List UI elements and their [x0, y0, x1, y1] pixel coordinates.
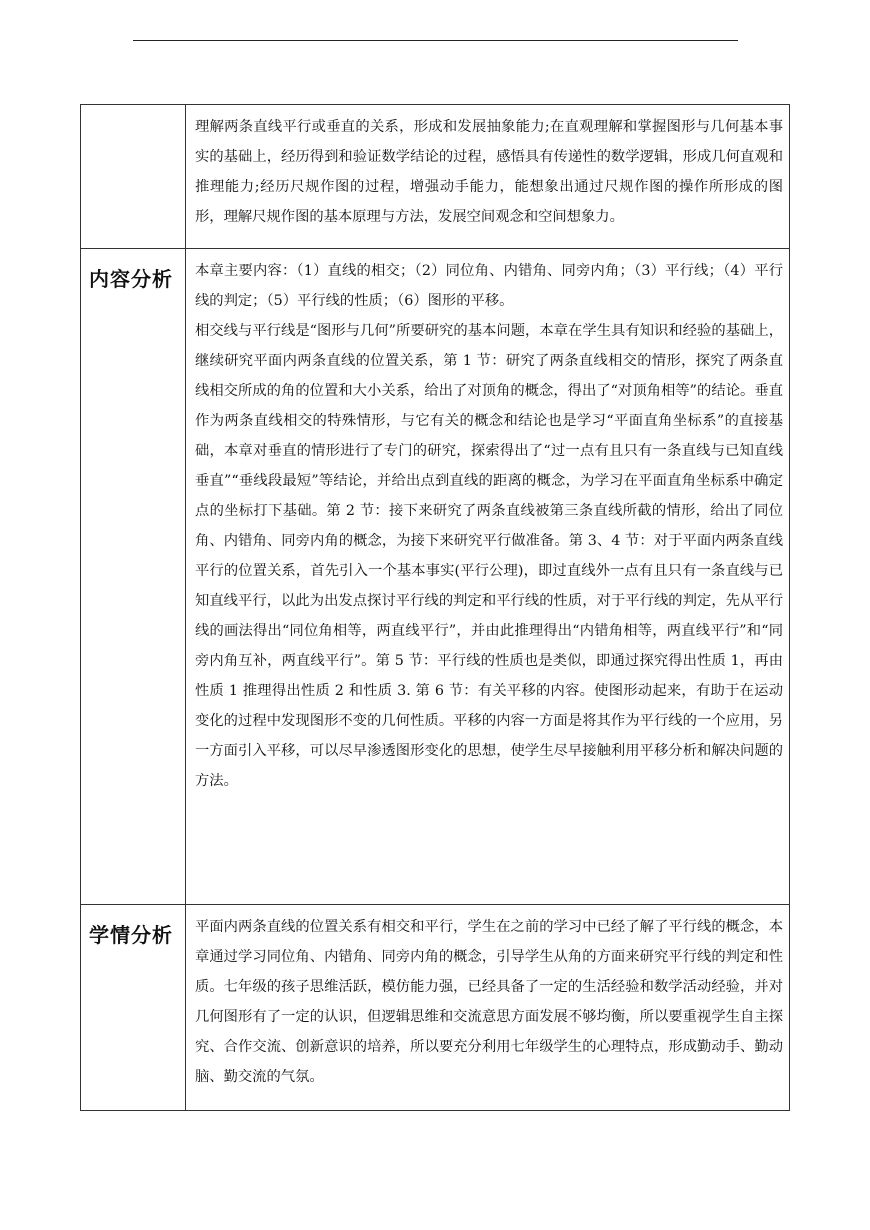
table-row-objectives [81, 105, 790, 249]
content-paragraph: 平面内两条直线的位置关系有相交和平行，学生在之前的学习中已经了解了平行线的概念，本章通过学习同位角、内错角、同旁内角的概念，引导学生从角的方面来研究平行线的判定和性质。七年级的孩子思维活跃，模仿能力强，已经具备了一定的生活经验和数学活动经验，并对几何图形有了一定的认识，但逻辑思维和交流意思方面发展不够均衡，所以要重视学生自主探究、合作交流、创新意识的培养，所以要充分利用七年级学生的心理特点，形成勤动手、勤动脑、勤交流的气氛。 [195, 919, 783, 1085]
row-label-cell [81, 905, 186, 1111]
content-paragraph: 相交线与平行线是“图形与几何”所要研究的基本问题，本章在学生具有知识和经验的基础上，继续研究平面内两条直线的位置关系，第 1 节：研究了两条直线相交的情形，探究了两条直线相交所成的角的位置和大小关系，给出了对顶角的概念，得出了“对顶角相等”的结论。垂直作为两条直线相交的特殊情形，与它有关的概念和结论也是学习“平面直角坐标系”的直接基础，本章对垂直的情形进行了专门的研究，探索得出了“过一点有且只有一条直线与已知直线垂直”“垂线段最短”等结论，并给出点到直线的距离的概念，为学习在平面直角坐标系中确定点的坐标打下基础。第 2 节：接下来研究了两条直线被第三条直线所截的情形，给出了同位角、内错角、同旁内角的概念，为接下来研究平行做准备。第 3、4 节：对于平面内两条直线平行的位置关系，首先引入一个基本事实(平行公理)，即过直线外一点有且只有一条直线与已知直线平行，以此为出发点探讨平行线的判定和平行线的性质，对于平行线的判定，先从平行线的画法得出“同位角相等，两直线平行”，并由此推理得出“内错角相等，两直线平行”和“同旁内角互补，两直线平行”。第 5 节：平行线的性质也是类似，即通过探究得出性质 1，再由性质 1 推理得出性质 2 和性质 3. 第 6 节：有关平移的内容。使图形动起来，有助于在运动变化的过程中发现图形不变的几何性质。平移的内容一方面是将其作为平行线的一个应用，另一方面引入平移，可以尽早渗透图形变化的思想，使学生尽早接触利用平移分析和解决问题的方法。 [195, 323, 783, 789]
row-label-student-analysis: 学情分析 [89, 923, 173, 947]
table-row-content-analysis [81, 249, 790, 905]
content-paragraph: 本章主要内容：（1）直线的相交；（2）同位角、内错角、同旁内角；（3）平行线；（4）平行线的判定；（5）平行线的性质；（6）图形的平移。 [195, 263, 783, 309]
row-content-cell [186, 105, 790, 249]
row-content-cell [186, 905, 790, 1111]
row-label [81, 105, 185, 119]
row-label-cell [81, 105, 186, 249]
page-header-rule [133, 40, 738, 41]
content-paragraph: 理解两条直线平行或垂直的关系，形成和发展抽象能力;在直观理解和掌握图形与几何基本事实的基础上，经历得到和验证数学结论的过程，感悟具有传递性的数学逻辑，形成几何直观和推理能力;经历尺规作图的过程，增强动手能力，能想象出通过尺规作图的操作所形成的图形，理解尺规作图的基本原理与方法，发展空间观念和空间想象力。 [195, 119, 783, 225]
row-label-cell [81, 249, 186, 905]
table-row-student-analysis [81, 905, 790, 1111]
row-content-cell [186, 249, 790, 905]
lesson-plan-table [80, 104, 790, 1111]
row-label-content-analysis: 内容分析 [89, 267, 173, 291]
